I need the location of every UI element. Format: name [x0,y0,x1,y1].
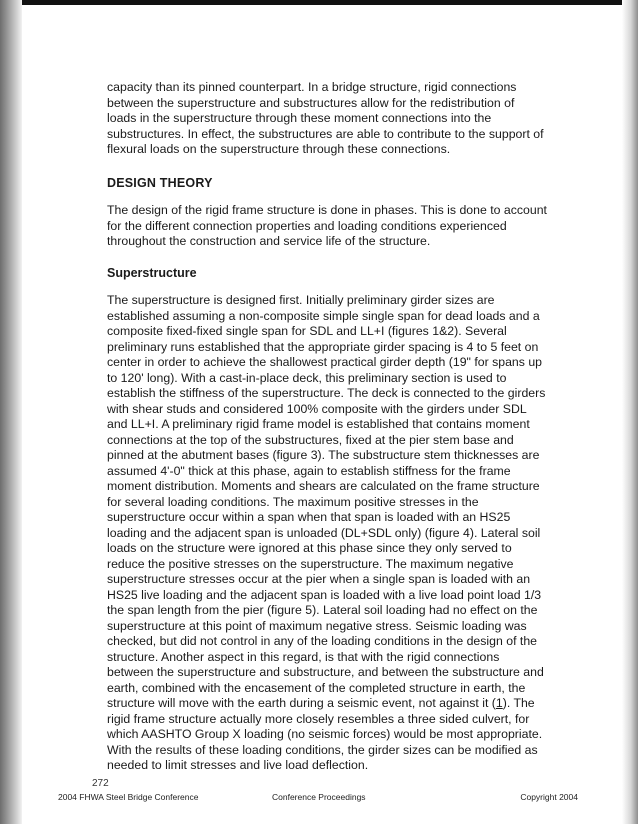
footer-section: Conference Proceedings [272,792,366,802]
page-number: 272 [92,778,109,789]
superstructure-text-part-1: The superstructure is designed first. Initially preliminary girder sizes are established assuming a non-composite simple single span for dead loads and a composite fixed-fixed single span for SDL and LL+I (figures 1&2). Several preliminary runs established that the appropriate girder spacing is 4 to 5 feet on center in order to achieve the shallowest practical girder depth (19" for spans up to 120' long). With a cast-in-place deck, this preliminary section is used to establish the stiffness of the superstructure. The deck is connected to the girders with shear studs and considered 100% composite with the girders under SDL and LL+I. A preliminary rigid frame model is established that contains moment connections at the top of the substructures, fixed at the pier stem base and pinned at the abutment bases (figure 3). The substructure stem thicknesses are assumed 4'-0" thick at this phase, again to establish stiffness for the frame moment distribution. Moments and shears are calculated on the frame structure for several loading conditions. The maximum positive stresses in the superstructure occur within a span when that span is loaded with an HS25 loading and the adjacent span is unloaded (DL+SDL only) (figure 4). Lateral soil loads on the structure were ignored at this phase since they only served to reduce the positive stresses on the superstructure. The maximum negative superstructure stresses occur at the pier when a single span is loaded with an HS25 live loading and the adjacent span is loaded with a live load point load 1/3 the span length from the pier (figure 5). Lateral soil loading had no effect on the superstructure at this point of maximum negative stress. Seismic loading was checked, but did not control in any of the loading conditions in the design of the structure. Another aspect in this regard, is that with the rigid connections between the superstructure and substructure, and between the substructure and earth, combined with the encasement of the completed structure in earth, the structure will move with the earth during a seismic event, not against it ( [107,293,546,710]
scan-page-edge [622,0,638,824]
footer-conference: 2004 FHWA Steel Bridge Conference [58,792,199,802]
reference-citation: 1 [495,696,503,710]
page-body [107,80,547,774]
superstructure-paragraph [107,293,547,774]
intro-paragraph: capacity than its pinned counterpart. In a bridge structure, rigid connections between the superstructure and substructures allow for the redistribution of loads in the superstructure through these moment connections into the substructures. In effect, the substructures are able to contribute to the support of flexural loads on the superstructure through these connections. [107,80,544,156]
superstructure-text-part-2: ). The rigid frame structure actually more closely resembles a three sided culvert, for which AASHTO Group X loading (no seismic forces) would be most appropriate. With the results of these loading conditions, the girder sizes can be modified as needed to limit stresses and live load deflection. [107,696,543,772]
superstructure-heading: Superstructure [107,265,197,280]
footer-copyright: Copyright 2004 [520,792,578,802]
design-theory-heading: DESIGN THEORY [107,175,213,190]
scan-binding-shadow [0,0,22,824]
scan-top-border [0,0,638,5]
design-theory-paragraph: The design of the rigid frame structure is done in phases. This is done to account for the different connection properties and loading conditions experienced throughout the construction and service life of the structure. [107,203,547,248]
